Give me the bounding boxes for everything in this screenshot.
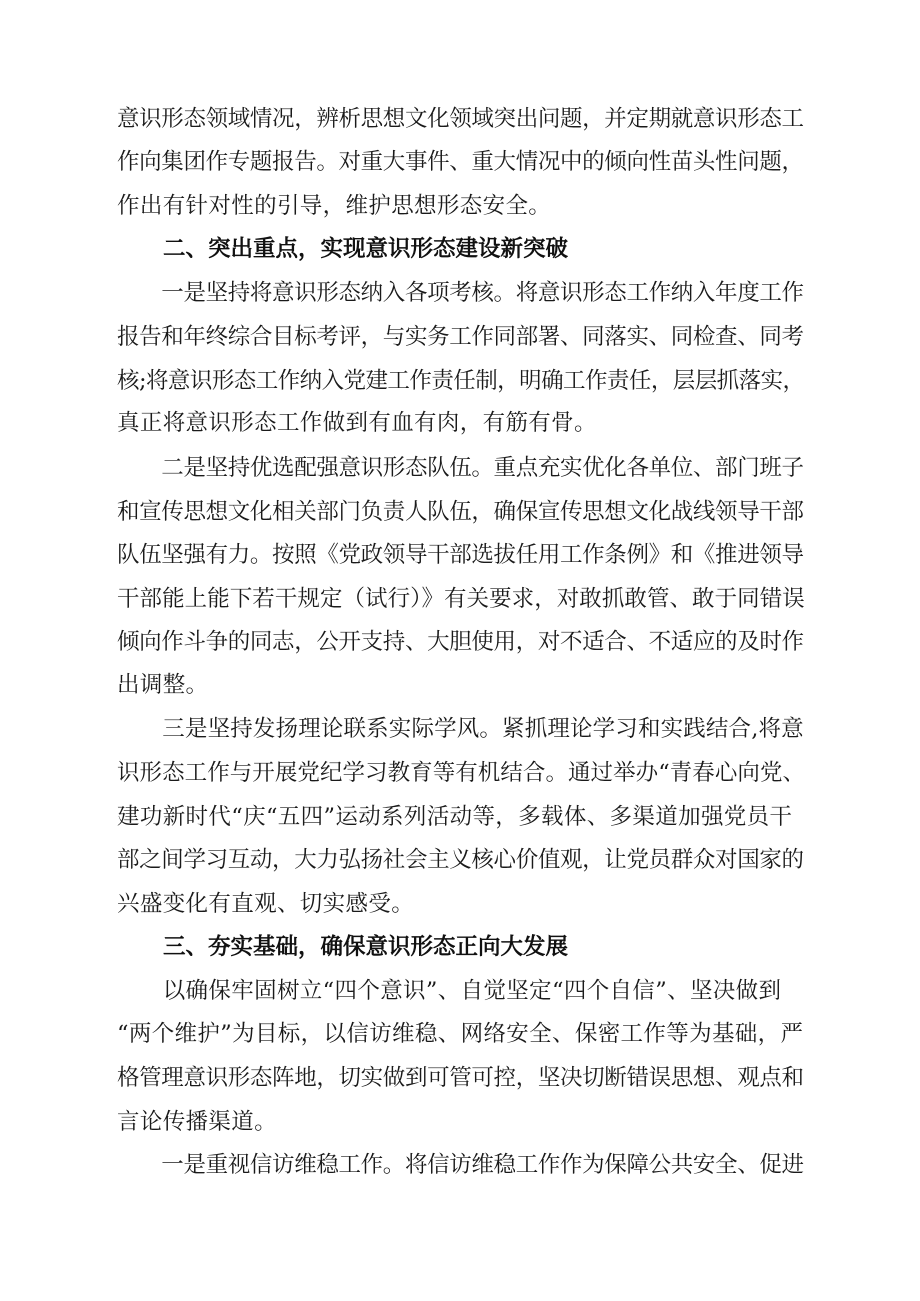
paragraph-line: 和宣传思想文化相关部门负责人队伍，确保宣传思想文化战线领导干部 (117, 499, 804, 525)
paragraph-line: 一是坚持将意识形态纳入各项考核。将意识形态工作纳入年度工作 (117, 280, 804, 306)
paragraph-line: 干部能上能下若干规定（试行）》有关要求，对敢抓敢管、敢于同错误 (117, 586, 805, 612)
section-heading: 二、突出重点，实现意识形态建设新突破 (163, 236, 569, 262)
paragraph-line: 倾向作斗争的同志，公开支持、大胆使用，对不适合、不适应的及时作 (117, 629, 804, 655)
paragraph-line: 出调整。 (117, 672, 209, 698)
paragraph-line: 二是坚持优选配强意识形态队伍。重点充实优化各单位、部门班子 (117, 455, 804, 481)
paragraph-line: 言论传播渠道。 (117, 1109, 277, 1135)
paragraph-line: 部之间学习互动，大力弘扬社会主义核心价值观，让党员群众对国家的 (117, 847, 804, 873)
paragraph-line: 作出有针对性的引导，维护思想形态安全。 (117, 193, 552, 219)
paragraph-line: 兴盛变化有直观、切实感受。 (117, 891, 415, 917)
paragraph-line: 报告和年终综合目标考评，与实务工作同部署、同落实、同检查、同考 (117, 324, 804, 350)
paragraph-line: 一是重视信访维稳工作。将信访维稳工作作为保障公共安全、促进 (117, 1152, 804, 1178)
paragraph-line: 意识形态领域情况，辨析思想文化领域突出问题，并定期就意识形态工 (117, 106, 804, 132)
paragraph-line: 三是坚持发扬理论联系实际学风。紧抓理论学习和实践结合,将意 (117, 716, 804, 742)
paragraph-line: 作向集团作专题报告。对重大事件、重大情况中的倾向性苗头性问题， (117, 149, 804, 175)
paragraph-line: 格管理意识形态阵地，切实做到可管可控，坚决切断错误思想、观点和 (117, 1065, 804, 1091)
paragraph-line: 真正将意识形态工作做到有血有肉，有筋有骨。 (117, 410, 597, 436)
paragraph-line: 建功新时代“庆“五四”运动系列活动等，多载体、多渠道加强党员干 (117, 804, 793, 830)
section-heading: 三、夯实基础，确保意识形态正向大发展 (163, 934, 569, 960)
paragraph-line: 以确保牢固树立“四个意识”、自觉坚定“四个自信”、坚决做到 (117, 978, 782, 1004)
paragraph-line: 识形态工作与开展党纪学习教育等有机结合。通过举办“青春心向党、 (117, 760, 806, 786)
paragraph-line: “两个维护”为目标，以信访维稳、网络安全、保密工作等为基础，严 (117, 1021, 804, 1047)
paragraph-line: 核;将意识形态工作纳入党建工作责任制，明确工作责任，层层抓落实， (117, 368, 805, 394)
paragraph-line: 队伍坚强有力。按照《党政领导干部选拔任用工作条例》和《推进领导 (117, 542, 804, 568)
